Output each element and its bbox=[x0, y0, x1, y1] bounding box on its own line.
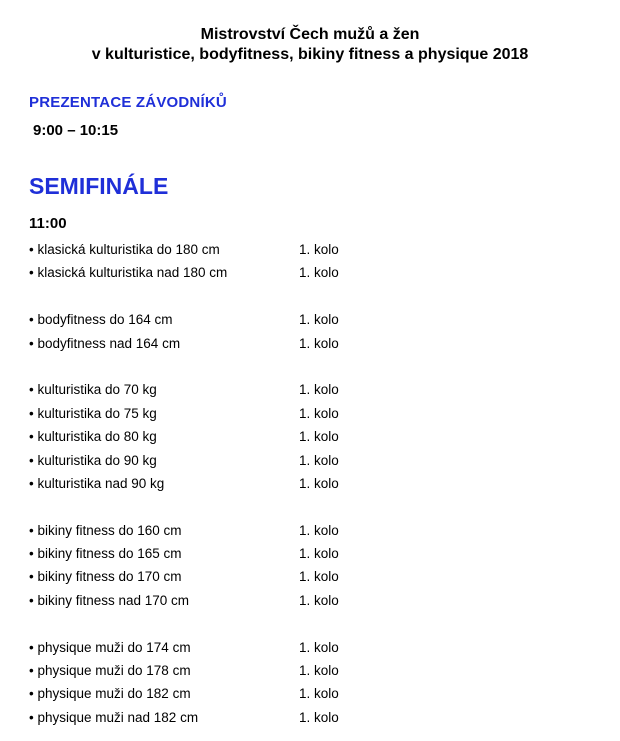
round-label: 1. kolo bbox=[299, 335, 339, 351]
schedule-row bbox=[29, 589, 389, 612]
category-name: • physique muži nad 182 cm bbox=[29, 709, 199, 725]
category-name: • bikiny fitness do 170 cm bbox=[29, 569, 182, 585]
round-label: 1. kolo bbox=[299, 382, 339, 398]
category-name: • bodyfitness nad 164 cm bbox=[29, 335, 181, 351]
category-name: • physique muži do 182 cm bbox=[29, 686, 191, 702]
round-label: 1. kolo bbox=[299, 686, 339, 702]
category-name: • physique muži do 174 cm bbox=[29, 639, 191, 655]
category-name: • bikiny fitness do 160 cm bbox=[29, 522, 182, 538]
registration-heading: PREZENTACE ZÁVODNÍKŮ bbox=[29, 94, 227, 111]
category-name: • klasická kulturistika do 180 cm bbox=[29, 242, 220, 257]
schedule-row bbox=[29, 308, 389, 331]
schedule-row bbox=[29, 378, 389, 401]
semifinal-heading: SEMIFINÁLE bbox=[29, 173, 169, 199]
category-name: • bodyfitness do 164 cm bbox=[29, 312, 173, 328]
round-label: 1. kolo bbox=[299, 569, 339, 585]
schedule-row bbox=[29, 565, 389, 588]
round-label: 1. kolo bbox=[299, 639, 339, 655]
group-spacer bbox=[29, 285, 389, 308]
round-label: 1. kolo bbox=[299, 429, 339, 445]
round-label: 1. kolo bbox=[299, 663, 339, 679]
registration-time: 9:00 – 10:15 bbox=[33, 122, 119, 139]
schedule-row bbox=[29, 659, 389, 682]
round-label: 1. kolo bbox=[299, 312, 339, 328]
schedule-row bbox=[29, 402, 389, 425]
schedule-row bbox=[29, 682, 389, 705]
schedule-list bbox=[29, 238, 389, 729]
schedule-row bbox=[29, 706, 389, 729]
category-name: • physique muži do 178 cm bbox=[29, 663, 191, 679]
group-spacer bbox=[29, 355, 389, 378]
category-name: • bikiny fitness nad 170 cm bbox=[29, 592, 190, 608]
round-label: 1. kolo bbox=[299, 242, 339, 257]
category-name: • kulturistika do 70 kg bbox=[29, 382, 157, 398]
round-label: 1. kolo bbox=[299, 452, 339, 468]
category-name: • kulturistika do 75 kg bbox=[29, 405, 157, 421]
category-name: • kulturistika nad 90 kg bbox=[29, 475, 165, 491]
round-label: 1. kolo bbox=[299, 546, 339, 562]
round-label: 1. kolo bbox=[299, 709, 339, 725]
schedule-row bbox=[29, 472, 389, 495]
category-name: • kulturistika do 90 kg bbox=[29, 452, 157, 468]
schedule-row bbox=[29, 636, 389, 659]
schedule-row bbox=[29, 542, 389, 565]
semifinal-time: 11:00 bbox=[29, 215, 67, 232]
round-label: 1. kolo bbox=[299, 592, 339, 608]
schedule-row bbox=[29, 332, 389, 355]
category-name: • kulturistika do 80 kg bbox=[29, 429, 157, 445]
round-label: 1. kolo bbox=[299, 405, 339, 421]
schedule-row bbox=[29, 238, 389, 261]
group-spacer bbox=[29, 495, 389, 518]
document-title-line-2: v kulturistice, bodyfitness, bikiny fitness a physique 2018 bbox=[91, 46, 529, 63]
round-label: 1. kolo bbox=[299, 265, 339, 281]
schedule-row bbox=[29, 261, 389, 284]
schedule-row bbox=[29, 425, 389, 448]
round-label: 1. kolo bbox=[299, 475, 339, 491]
category-name: • bikiny fitness do 165 cm bbox=[29, 546, 182, 562]
schedule-row bbox=[29, 449, 389, 472]
document-title-line-1: Mistrovství Čech mužů a žen bbox=[200, 26, 420, 43]
schedule-row bbox=[29, 519, 389, 542]
category-name: • klasická kulturistika nad 180 cm bbox=[29, 265, 228, 281]
group-spacer bbox=[29, 612, 389, 635]
round-label: 1. kolo bbox=[299, 522, 339, 538]
